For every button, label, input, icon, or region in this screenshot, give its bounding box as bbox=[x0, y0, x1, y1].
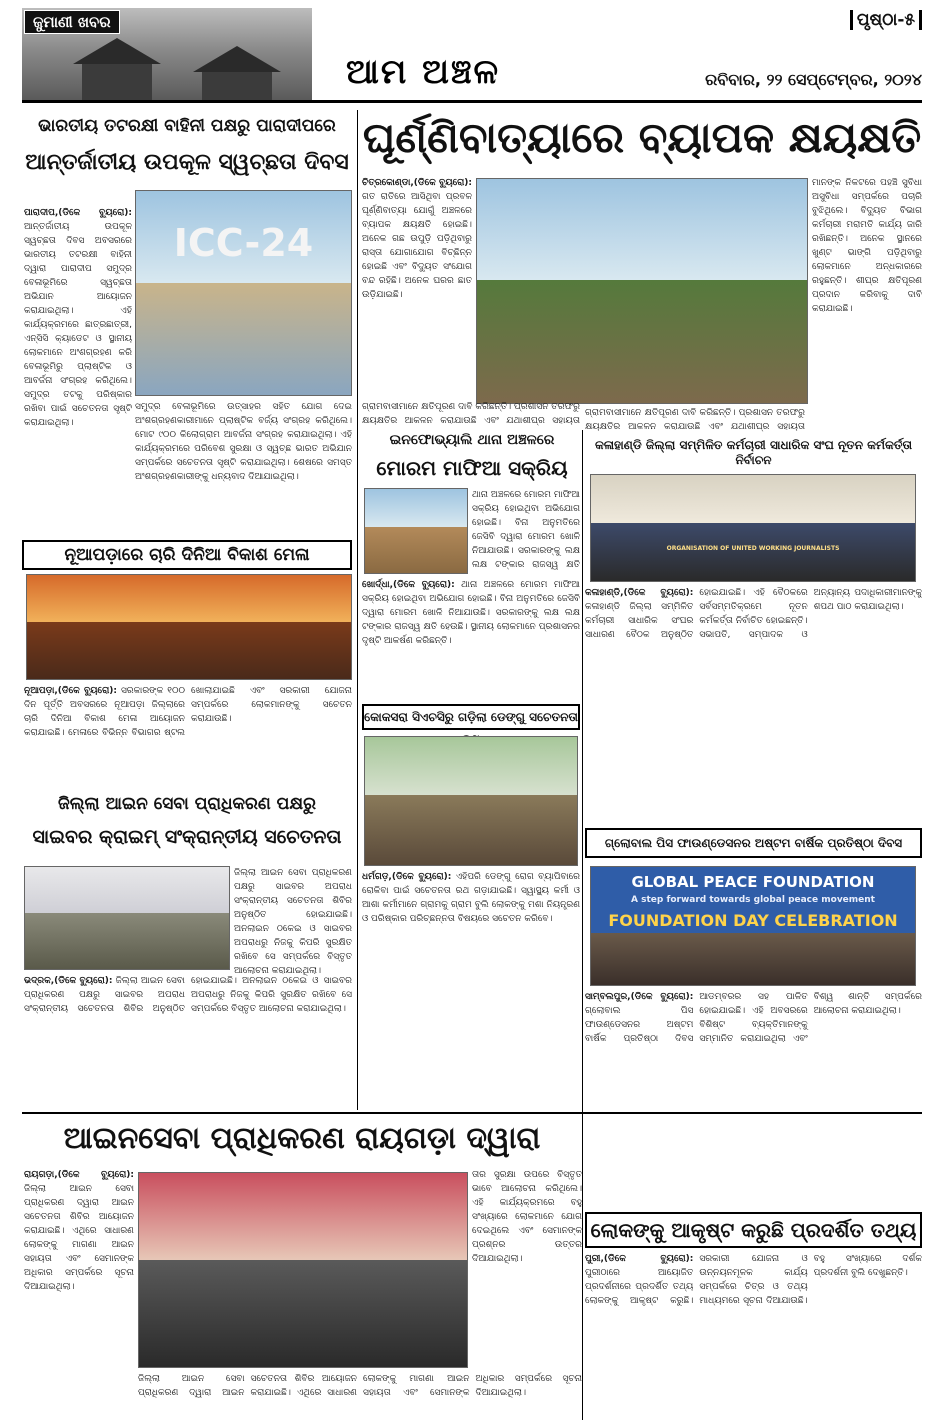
cyclone-body-col2: ଗ୍ରାମବାସୀମାନେ କ୍ଷତିପୂରଣ ଦାବି କରିଛନ୍ତି। ପ୍ରଶାସନ ତରଫରୁ କ୍ଷୟକ୍ଷତିର ଆକଳନ କରାଯାଉଛି ଏବଂ ଯଥାଶୀଘ୍ର ସହାୟତା bbox=[362, 402, 580, 426]
masthead-rule bbox=[22, 100, 922, 103]
issue-date: ରବିବାର, ୨୨ ସେପ୍ଟେମ୍ବର, ୨୦୨୪ bbox=[705, 70, 922, 89]
page-number: ପୃଷ୍ଠା-୫ bbox=[850, 10, 922, 30]
gpf-body: ସାମ୍ବଲପୁର,(ଡିକେ ବ୍ୟୁରୋ): ଗ୍ଲୋବାଲ ପିସ ଫାଉଣ୍ଡେସନର ଅଷ୍ଟମ ବାର୍ଷିକ ପ୍ରତିଷ୍ଠା ଦିବସ ଆଡମ୍ବରର ସହ ପାଳିତ ହୋଇଯାଇଛି। ଏହି ଅବସରରେ ବିଶିଷ୍ଟ ବ୍ୟକ୍ତିମାନଙ୍କୁ ସମ୍ମାନିତ କରାଯାଇଥିଲା ଏବଂ ବିଶ୍ୱ ଶାନ୍ତି ସମ୍ପର୍କରେ ଆଲୋଚନା କରାଯାଇଥିଲା। bbox=[585, 992, 922, 1044]
legal-dateline: ରାୟଗଡ଼ା,(ଡିକେ ବ୍ୟୁରୋ): bbox=[24, 1170, 134, 1180]
gpf-headline: ଗ୍ଲୋବାଲ ପିସ ଫାଉଣ୍ଡେସନର ଅଷ୍ଟମ ବାର୍ଷିକ ପ୍ରତିଷ୍ଠା ଦିବସ bbox=[585, 828, 922, 858]
employees-body: କଳାହାଣ୍ଡି,(ଡିକେ ବ୍ୟୁରୋ): କଳାହାଣ୍ଡି ଜିଲ୍ଲା ସମ୍ମିଳିତ କର୍ମଚାରୀ ସାଧାରିକ ସଂଘର ସାଧାରଣ ବୈଠକ ଅନୁଷ୍ଠିତ ହୋଇଯାଇଛି। ଏହି ବୈଠକରେ ସର୍ବସମ୍ମତିକ୍ରମେ ନୂତନ କର୍ମକର୍ତ୍ତା ନିର୍ବାଚିତ ହୋଇଛନ୍ତି। ସଭାପତି, ସମ୍ପାଦକ ଓ ଅନ୍ୟାନ୍ୟ ପଦାଧିକାରୀମାନଙ୍କୁ ଶପଥ ପାଠ କରାଯାଇଥିଲା। bbox=[585, 588, 922, 640]
cyclone-body-col1: ଚିତ୍ରକୋଣ୍ଡା,(ଡିକେ ବ୍ୟୁରୋ): ଗତ ରାତିରେ ଆସିଥିବା ପ୍ରବଳ ଘୂର୍ଣ୍ଣିବାତ୍ୟା ଯୋଗୁଁ ଅଞ୍ଚଳରେ ବ୍ୟାପକ କ୍ଷୟକ୍ଷତି ହୋଇଛି। ଅନେକ ଗଛ ଉପୁଡ଼ି ପଡ଼ିଥିବାରୁ ରାସ୍ତା ଯୋଗାଯୋଗ ବିଚ୍ଛିନ୍ନ ହୋଇଛି ଏବଂ ବିଦ୍ୟୁତ ସଂଯୋଗ ବନ୍ଦ ରହିଛି। ଅନେକ ଘରର ଛାତ ଉଡ଼ିଯାଇଛି। bbox=[362, 178, 472, 300]
mafia-headline: ମୋରମ ମାଫିଆ ସକ୍ରିୟ bbox=[376, 456, 568, 480]
section-title: ଆମ ଅଞ୍ଚଳ bbox=[345, 52, 501, 92]
legal-headline: ଆଇନସେବା ପ୍ରାଧିକରଣ ରାୟଗଡ଼ା ଦ୍ୱାରା bbox=[63, 1121, 541, 1156]
gpf-banner-tagline: A step forward towards global peace movement bbox=[631, 895, 875, 905]
hut-graphic bbox=[202, 70, 272, 100]
column-rule bbox=[357, 110, 358, 1110]
legal-body-col1: ରାୟଗଡ଼ା,(ଡିକେ ବ୍ୟୁରୋ): ଜିଲ୍ଲା ଆଇନ ସେବା ପ୍ରାଧିକରଣ ଦ୍ୱାରା ଆଇନ ସଚେତନତା ଶିବିର ଆୟୋଜନ କରାଯାଇଛି। ଏଥିରେ ସାଧାରଣ ଲୋକଙ୍କୁ ମାଗଣା ଆଇନ ସହାୟତା ଏବଂ ସେମାନଙ୍କ ଅଧିକାର ସମ୍ପର୍କରେ ସୂଚନା ଦିଆଯାଇଥିଲା। bbox=[24, 1170, 134, 1292]
coastal-photo bbox=[135, 190, 352, 396]
cyber-body-col1: ଜିଲ୍ଲା ଆଇନ ସେବା ପ୍ରାଧିକରଣ ପକ୍ଷରୁ ସାଇବର ଅପରାଧ ସଂକ୍ରାନ୍ତୀୟ ସଚେତନତା ଶିବିର ଅନୁଷ୍ଠିତ ହୋଇଯାଇଛି। ଅନଲାଇନ ଠକେଇ ଓ ସାଇବର ଅପରାଧରୁ ନିଜକୁ କିପରି ସୁରକ୍ଷିତ ରଖିବେ ସେ ସମ୍ପର୍କରେ ବିସ୍ତୃତ ଆଲୋଚନା କରାଯାଇଥିଲା। bbox=[234, 868, 352, 976]
cyclone-photo bbox=[476, 178, 808, 404]
hut-roof-graphic bbox=[73, 38, 161, 64]
mela-photo bbox=[26, 574, 352, 680]
legal-photo bbox=[138, 1172, 468, 1368]
mafia-photo bbox=[364, 488, 468, 574]
employees-photo bbox=[590, 474, 916, 582]
coastal-dateline: ପାରାଦୀପ,(ଡିକେ ବ୍ୟୁରୋ): bbox=[24, 208, 132, 218]
coastal-headline: ଆନ୍ତର୍ଜାତୀୟ ଉପକୂଳ ସ୍ୱଚ୍ଛତା ଦିବସ bbox=[25, 150, 349, 175]
cyber-kicker: ଜିଲ୍ଲା ଆଇନ ସେବା ପ୍ରାଧିକରଣ ପକ୍ଷରୁ bbox=[57, 794, 317, 814]
cyclone-body-col2b: ଗ୍ରାମବାସୀମାନେ କ୍ଷତିପୂରଣ ଦାବି କରିଛନ୍ତି। ପ୍ରଶାସନ ତରଫରୁ କ୍ଷୟକ୍ଷତିର ଆକଳନ କରାଯାଉଛି ଏବଂ ଯଥାଶୀଘ୍ର ସହାୟତା bbox=[585, 408, 805, 432]
mafia-body-col2: ଖୋର୍ଦ୍ଧା,(ଡିକେ ବ୍ୟୁରୋ): ଥାନା ଅଞ୍ଚଳରେ ମୋରମ ମାଫିଆ ସକ୍ରିୟ ହୋଇଥିବା ଅଭିଯୋଗ ହୋଇଛି। ବିନା ଅନୁମତିରେ ଜେସିବି ଦ୍ୱାରା ମୋରମ ଖୋଳି ନିଆଯାଉଛି। ସରକାରଙ୍କୁ ଲକ୍ଷ ଲକ୍ଷ ଟଙ୍କାର ରାଜସ୍ୱ କ୍ଷତି ହେଉଛି। ସ୍ଥାନୀୟ ଲୋକମାନେ ପ୍ରଶାସନର ଦୃଷ୍ଟି ଆକର୍ଷଣ କରିଛନ୍ତି। bbox=[362, 580, 580, 646]
coastal-body-col1 bbox=[24, 206, 132, 532]
mafia-body-col1: ଥାନା ଅଞ୍ଚଳରେ ମୋରମ ମାଫିଆ ସକ୍ରିୟ ହୋଇଥିବା ଅଭିଯୋଗ ହୋଇଛି। ବିନା ଅନୁମତିରେ ଜେସିବି ଦ୍ୱାରା ମୋରମ ଖୋଳି ନିଆଯାଉଛି। ସରକାରଙ୍କୁ ଲକ୍ଷ ଲକ୍ଷ ଟଙ୍କାର ରାଜସ୍ୱ କ୍ଷତି bbox=[472, 490, 580, 570]
section-divider bbox=[22, 1112, 922, 1114]
coastal-body-col2: ସମୁଦ୍ର ବେଳାଭୂମିରେ ଉତ୍ସାହର ସହିତ ଯୋଗ ଦେଇ ଅଂଶଗ୍ରହଣକାରୀମାନେ ପ୍ଲାଷ୍ଟିକ ବର୍ଜ୍ୟ ସଂଗ୍ରହ କରିଥିଲେ। ମୋଟ ୯୦୦ କିଲୋଗ୍ରାମ ଆବର୍ଜନା ସଂଗ୍ରହ କରାଯାଇଥିଲା। ଏହି କାର୍ଯ୍ୟକ୍ରମରେ ପରିବେଶ ସୁରକ୍ଷା ଓ ସ୍ୱଚ୍ଛ ଭାରତ ଅଭିଯାନ ସମ୍ପର୍କରେ ସଚେତନତା ସୃଷ୍ଟି କରାଯାଇଥିଲା। ଶେଷରେ ସମସ୍ତ ଅଂଶଗ୍ରହଣକାରୀଙ୍କୁ ଧନ୍ୟବାଦ ଦିଆଯାଇଥିଲା। bbox=[135, 402, 352, 482]
coastal-kicker: ଭାରତୀୟ ତଟରକ୍ଷୀ ବାହିନୀ ପକ୍ଷରୁ ପାରାଦୀପରେ bbox=[38, 116, 336, 136]
gpf-banner-title: GLOBAL PEACE FOUNDATION bbox=[631, 873, 875, 891]
cyber-body-col2: ଭଦ୍ରକ,(ଡିକେ ବ୍ୟୁରୋ): ଜିଲ୍ଲା ଆଇନ ସେବା ପ୍ରାଧିକରଣ ପକ୍ଷରୁ ସାଇବର ଅପରାଧ ସଂକ୍ରାନ୍ତୀୟ ସଚେତନତା ଶିବିର ଅନୁଷ୍ଠିତ ହୋଇଯାଇଛି। ଅନଲାଇନ ଠକେଇ ଓ ସାଇବର ଅପରାଧରୁ ନିଜକୁ କିପରି ସୁରକ୍ଷିତ ରଖିବେ ସେ ସମ୍ପର୍କରେ ବିସ୍ତୃତ ଆଲୋଚନା କରାଯାଇଥିଲା। bbox=[24, 976, 352, 1014]
cyber-dateline: ଭଦ୍ରକ,(ଡିକେ ବ୍ୟୁରୋ): bbox=[24, 976, 113, 986]
gpf-dateline: ସାମ୍ବଲପୁର,(ଡିକେ ବ୍ୟୁରୋ): bbox=[585, 992, 694, 1002]
employees-banner-text: ORGANISATION OF UNITED WORKING JOURNALISTS bbox=[666, 545, 840, 552]
mela-dateline: ନୂଆପଡ଼ା,(ଡିକେ ବ୍ୟୁରୋ): bbox=[24, 686, 117, 696]
employees-headline: କଳାହାଣ୍ଡି ଜିଲ୍ଲା ସମ୍ମିଳିତ କର୍ମଚାରୀ ସାଧାରିକ ସଂଘ ନୂତନ କର୍ମକର୍ତ୍ତା ନିର୍ବାଚନ bbox=[595, 438, 912, 467]
rath-photo bbox=[364, 736, 578, 866]
rath-body: ଧର୍ମଗଡ଼,(ଡିକେ ବ୍ୟୁରୋ): ଏହିପରି ଡେଙ୍ଗୁ ରୋଗ ବ୍ୟାପିବାରେ ରୋକିବା ପାଇଁ ସଚେତନତା ରଥ ଗଡ଼ାଯାଇଛି। ସ୍ୱାସ୍ଥ୍ୟ କର୍ମୀ ଓ ଆଶା କର୍ମୀମାନେ ଗ୍ରାମକୁ ଗ୍ରାମ ବୁଲି ଲୋକଙ୍କୁ ମଶା ନିୟନ୍ତ୍ରଣ ଓ ପରିଷ୍କାର ପରିଚ୍ଛନ୍ନତା ବିଷୟରେ ସଚେତନ କରିବେ। bbox=[362, 872, 580, 924]
coastal-photo-caption: ICC-24 bbox=[173, 221, 314, 265]
data-body: ପୁରୀ,(ଡିକେ ବ୍ୟୁରୋ): ପୁରୀଠାରେ ଆୟୋଜିତ ପ୍ରଦର୍ଶନୀରେ ପ୍ରଦର୍ଶିତ ତଥ୍ୟ ଲୋକଙ୍କୁ ଆକୃଷ୍ଟ କରୁଛି। ସରକାରୀ ଯୋଜନା ଓ ଉନ୍ନୟନମୂଳକ କାର୍ଯ୍ୟ ସମ୍ପର୍କରେ ଚିତ୍ର ଓ ତଥ୍ୟ ମାଧ୍ୟମରେ ସୂଚନା ଦିଆଯାଉଛି। ବହୁ ସଂଖ୍ୟାରେ ଦର୍ଶକ ପ୍ରଦର୍ଶନୀ ବୁଲି ଦେଖୁଛନ୍ତି। bbox=[585, 1254, 922, 1306]
legal-body-bottom: ଜିଲ୍ଲା ଆଇନ ସେବା ପ୍ରାଧିକରଣ ଦ୍ୱାରା ଆଇନ ସଚେତନତା ଶିବିର ଆୟୋଜନ କରାଯାଇଛି। ଏଥିରେ ସାଧାରଣ ଲୋକଙ୍କୁ ମାଗଣା ଆଇନ ସହାୟତା ଏବଂ ସେମାନଙ୍କ ଅଧିକାର ସମ୍ପର୍କରେ ସୂଚନା ଦିଆଯାଇଥିଲା। bbox=[138, 1374, 582, 1398]
mela-body: ନୂଆପଡ଼ା,(ଡିକେ ବ୍ୟୁରୋ): ସରକାରଙ୍କ ୧୦୦ ଦିନ ପୂର୍ତ୍ତି ଅବସରରେ ନୂଆପଡ଼ା ଜିଲ୍ଲାରେ ଚାରି ଦିନିଆ ବିକାଶ ମେଳା ଆୟୋଜନ କରାଯାଇଛି। ମେଳାରେ ବିଭିନ୍ନ ବିଭାଗର ଷ୍ଟଲ ଖୋଲାଯାଇଛି ଏବଂ ସରକାରୀ ଯୋଜନା ସମ୍ପର୍କରେ ଲୋକମାନଙ୍କୁ ସଚେତନ କରାଯାଉଛି। bbox=[24, 686, 352, 738]
mafia-dateline: ଖୋର୍ଦ୍ଧା,(ଡିକେ ବ୍ୟୁରୋ): bbox=[362, 580, 455, 590]
rath-dateline: ଧର୍ମଗଡ଼,(ଡିକେ ବ୍ୟୁରୋ): bbox=[362, 872, 452, 882]
data-dateline: ପୁରୀ,(ଡିକେ ବ୍ୟୁରୋ): bbox=[585, 1254, 694, 1264]
rath-headline: କୋକସରା ସିଏଚସିରୁ ଗଡ଼ିଲା ଡେଙ୍ଗୁ ସଚେତନତା bbox=[362, 704, 580, 730]
coastal-body: ଆନ୍ତର୍ଜାତୀୟ ଉପକୂଳ ସ୍ୱଚ୍ଛତା ଦିବସ ଅବସରରେ ଭାରତୀୟ ତଟରକ୍ଷୀ ବାହିନୀ ଦ୍ୱାରା ପାରାଦୀପ ସମୁଦ୍ର ବେଳାଭୂମିରେ ସ୍ୱଚ୍ଛତା ଅଭିଯାନ ଆୟୋଜନ କରାଯାଇଥିଲା। ଏହି କାର୍ଯ୍ୟକ୍ରମରେ ଛାତ୍ରଛାତ୍ରୀ, ଏନ୍‌ସିସି କ୍ୟାଡେଟ ଓ ସ୍ଥାନୀୟ ଲୋକମାନେ ଅଂଶଗ୍ରହଣ କରି ବେଳାଭୂମିରୁ ପ୍ଲାଷ୍ଟିକ ଓ ଆବର୍ଜନା ସଂଗ୍ରହ କରିଥିଲେ। ସମୁଦ୍ର ତଟକୁ ପରିଷ୍କାର ରଖିବା ପାଇଁ ସଚେତନତା ସୃଷ୍ଟି କରାଯାଇଥିଲା। bbox=[24, 222, 132, 428]
gpf-banner-event: FOUNDATION DAY CELEBRATION bbox=[608, 911, 898, 930]
masthead bbox=[22, 8, 922, 100]
mela-headline: ନୂଆପଡ଼ାରେ ଚାରି ଦିନିଆ ବିକାଶ ମେଳା bbox=[22, 540, 352, 570]
paper-name: ଜୁମାଣୀ ଖବର bbox=[24, 10, 120, 34]
cyclone-dateline: ଚିତ୍ରକୋଣ୍ଡା,(ଡିକେ ବ୍ୟୁରୋ): bbox=[362, 178, 472, 188]
hut-roof-graphic bbox=[193, 46, 281, 72]
gpf-photo bbox=[590, 866, 916, 986]
cyber-headline: ସାଇବର କ୍ରାଇମ୍ ସଂକ୍ରାନ୍ତୀୟ ସଚେତନତା bbox=[32, 826, 342, 848]
mafia-kicker: ଇନଫୋଭ୍ୟାଲି ଥାନା ଅଞ୍ଚଳରେ bbox=[389, 432, 555, 448]
employees-dateline: କଳାହାଣ୍ଡି,(ଡିକେ ବ୍ୟୁରୋ): bbox=[585, 588, 694, 598]
column-rule bbox=[582, 430, 583, 1420]
data-headline: ଲୋକଙ୍କୁ ଆକୃଷ୍ଟ କରୁଛି ପ୍ରଦର୍ଶିତ ତଥ୍ୟ bbox=[585, 1212, 922, 1248]
cyclone-body-col3: ମାନଙ୍କ ନିକଟରେ ପହଞ୍ଚି ସୁବିଧା ଅସୁବିଧା ସମ୍ପର୍କରେ ପଚାରି ବୁଝିଥିଲେ। ବିଦ୍ୟୁତ ବିଭାଗ କର୍ମଚାରୀ ମରାମତି କାର୍ଯ୍ୟ ଜାରି ରଖିଛନ୍ତି। ଅନେକ ସ୍ଥାନରେ ଖୁଣ୍ଟ ଭାଙ୍ଗି ପଡ଼ିଥିବାରୁ ଲୋକମାନେ ଅନ୍ଧକାରରେ ରହୁଛନ୍ତି। ଶୀଘ୍ର କ୍ଷତିପୂରଣ ପ୍ରଦାନ କରିବାକୁ ଦାବି କରାଯାଇଛି। bbox=[812, 178, 922, 314]
cyclone-headline: ଘୂର୍ଣ୍ଣିବାତ୍ୟାରେ ବ୍ୟାପକ କ୍ଷୟକ୍ଷତି bbox=[362, 113, 922, 162]
legal-body-col3: ତାର ସୁରକ୍ଷା ଉପରେ ବିସ୍ତୃତ ଭାବେ ଆଲୋଚନା କରିଥିଲେ। ଏହି କାର୍ଯ୍ୟକ୍ରମରେ ବହୁ ସଂଖ୍ୟାରେ ଲୋକମାନେ ଯୋଗ ଦେଇଥିଲେ ଏବଂ ସେମାନଙ୍କ ପ୍ରଶ୍ନର ଉତ୍ତର ଦିଆଯାଇଥିଲା। bbox=[472, 1170, 582, 1264]
cyber-photo bbox=[24, 866, 230, 970]
hut-graphic bbox=[82, 62, 152, 100]
